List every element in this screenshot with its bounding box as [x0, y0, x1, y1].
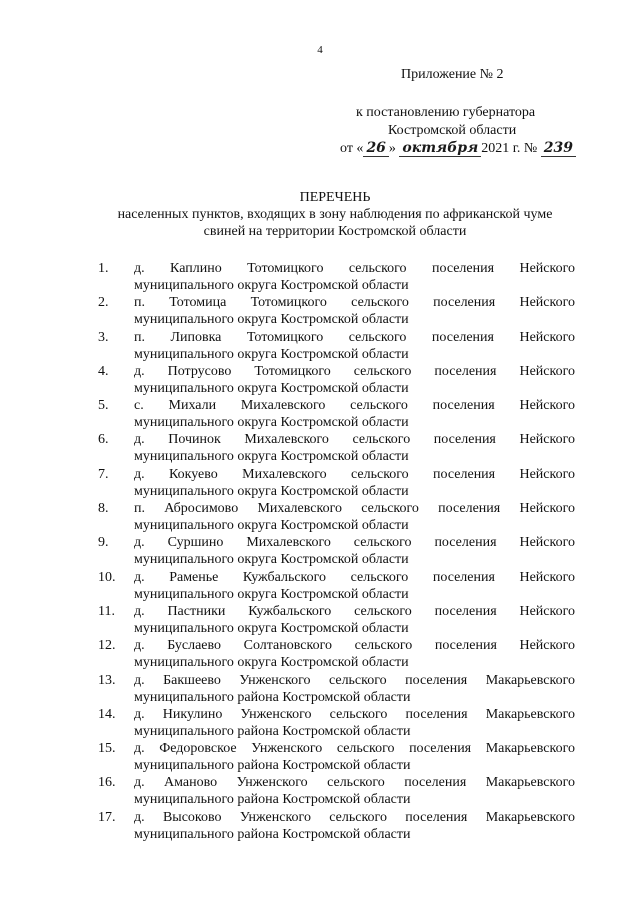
item-number: 13. — [98, 672, 116, 688]
list-item — [98, 363, 575, 397]
item-line1: д. Починок Михалевского сельского поселения Нейского — [134, 432, 575, 448]
list-item — [98, 329, 575, 363]
item-line1: д. Пастники Кужбальского сельского поселения Нейского — [134, 603, 575, 619]
appendix-resolution-line: к постановлению губернатора — [356, 105, 536, 120]
item-text — [134, 740, 575, 774]
appendix-date-line — [340, 140, 576, 157]
item-line1: д. Раменье Кужбальского сельского поселения Нейского — [134, 569, 575, 585]
item-line2: муниципального округа Костромской области — [134, 620, 409, 636]
item-line1: п. Тотомица Тотомицкого сельского поселения Нейского — [134, 295, 575, 311]
item-line1: д. Аманово Унженского сельского поселения Макарьевского — [134, 775, 575, 791]
item-line1: д. Бакшеево Унженского сельского поселения Макарьевского — [134, 672, 575, 688]
item-number: 15. — [98, 741, 116, 757]
list-item — [98, 500, 575, 534]
item-line2: муниципального округа Костромской области — [134, 380, 409, 396]
list-item — [98, 534, 575, 568]
item-line2: муниципального округа Костромской области — [134, 415, 409, 431]
item-line1: д. Суршино Михалевского сельского поселения Нейского — [134, 535, 575, 551]
item-line2: муниципального округа Костромской области — [134, 346, 409, 362]
item-line1: д. Потрусово Тотомицкого сельского поселения Нейского — [134, 363, 575, 379]
list-item — [98, 706, 575, 740]
item-text — [134, 329, 575, 363]
list-item — [98, 466, 575, 500]
list-item — [98, 294, 575, 328]
item-number: 2. — [98, 295, 109, 311]
list-heading: ПЕРЕЧЕНЬ — [299, 190, 371, 205]
list-subtitle-line2: свиней на территории Костромской области — [203, 224, 467, 239]
item-number: 10. — [98, 569, 116, 585]
list-item — [98, 672, 575, 706]
item-number: 5. — [98, 398, 109, 414]
item-number: 9. — [98, 535, 109, 551]
item-line1: д. Каплино Тотомицкого сельского поселения Нейского — [134, 261, 575, 276]
date-mid: » — [388, 141, 396, 156]
item-line1: п. Липовка Тотомицкого сельского поселения Нейского — [134, 329, 575, 345]
item-line2: муниципального округа Костромской области — [134, 278, 409, 293]
list-item — [98, 260, 575, 294]
item-line2: муниципального округа Костромской области — [134, 552, 409, 568]
appendix-region-line: Костромской области — [388, 123, 517, 138]
item-line2: муниципального округа Костромской области — [134, 449, 409, 465]
item-text — [134, 672, 575, 706]
item-number: 17. — [98, 809, 116, 825]
date-prefix: от « — [340, 141, 364, 156]
list-item — [98, 603, 575, 637]
item-text — [134, 363, 575, 397]
date-year: 2021 г. № — [481, 141, 538, 156]
item-line1: д. Высоково Унженского сельского поселения Макарьевского — [134, 809, 575, 825]
list-item — [98, 431, 575, 465]
item-text — [134, 534, 575, 568]
item-line2: муниципального округа Костромской области — [134, 483, 409, 499]
item-text — [134, 706, 575, 740]
item-number: 12. — [98, 638, 116, 654]
page-number: 4 — [317, 44, 323, 56]
item-text — [134, 260, 575, 294]
item-text — [134, 774, 575, 808]
item-number: 7. — [98, 466, 109, 482]
item-text — [134, 569, 575, 603]
list-item — [98, 637, 575, 671]
item-number: 6. — [98, 432, 109, 448]
item-line2: муниципального района Костромской области — [134, 792, 411, 808]
item-number: 1. — [98, 261, 109, 276]
item-text — [134, 397, 575, 431]
item-line1: д. Никулино Унженского сельского поселения Макарьевского — [134, 706, 575, 722]
list-item — [98, 397, 575, 431]
item-text — [134, 294, 575, 328]
item-line2: муниципального округа Костромской области — [134, 655, 409, 671]
item-line2: муниципального района Костромской области — [134, 689, 411, 705]
settlements-list — [98, 260, 575, 843]
item-text — [134, 809, 575, 843]
date-month-handwritten: октября — [399, 140, 481, 157]
item-line1: д. Федоровское Унженского сельского поселения Макарьевского — [134, 741, 575, 757]
item-number: 8. — [98, 501, 109, 517]
item-line2: муниципального района Костромской области — [134, 723, 411, 739]
item-line1: с. Михали Михалевского сельского поселения Нейского — [134, 398, 575, 414]
item-text — [134, 500, 575, 534]
item-text — [134, 431, 575, 465]
list-item — [98, 809, 575, 843]
item-line2: муниципального округа Костромской области — [134, 518, 409, 534]
item-line1: д. Кокуево Михалевского сельского поселения Нейского — [134, 466, 575, 482]
item-number: 16. — [98, 775, 116, 791]
date-day-handwritten: 26 — [363, 140, 388, 157]
list-title — [0, 189, 640, 240]
list-item — [98, 569, 575, 603]
list-item — [98, 740, 575, 774]
item-line2: муниципального района Костромской области — [134, 826, 411, 842]
document-number-handwritten: 239 — [541, 140, 576, 157]
item-number: 14. — [98, 706, 116, 722]
item-text — [134, 466, 575, 500]
item-line1: д. Буслаево Солтановского сельского поселения Нейского — [134, 638, 575, 654]
list-subtitle-line1: населенных пунктов, входящих в зону наблюдения по африканской чуме — [117, 207, 553, 222]
list-item — [98, 774, 575, 808]
appendix-label: Приложение № 2 — [401, 67, 504, 82]
item-number: 3. — [98, 329, 109, 345]
item-line2: муниципального района Костромской области — [134, 758, 411, 774]
item-text — [134, 603, 575, 637]
item-text — [134, 637, 575, 671]
item-line2: муниципального округа Костромской области — [134, 586, 409, 602]
item-number: 4. — [98, 363, 109, 379]
item-line2: муниципального округа Костромской области — [134, 312, 409, 328]
item-line1: п. Абросимово Михалевского сельского поселения Нейского — [134, 501, 575, 517]
item-number: 11. — [98, 603, 115, 619]
